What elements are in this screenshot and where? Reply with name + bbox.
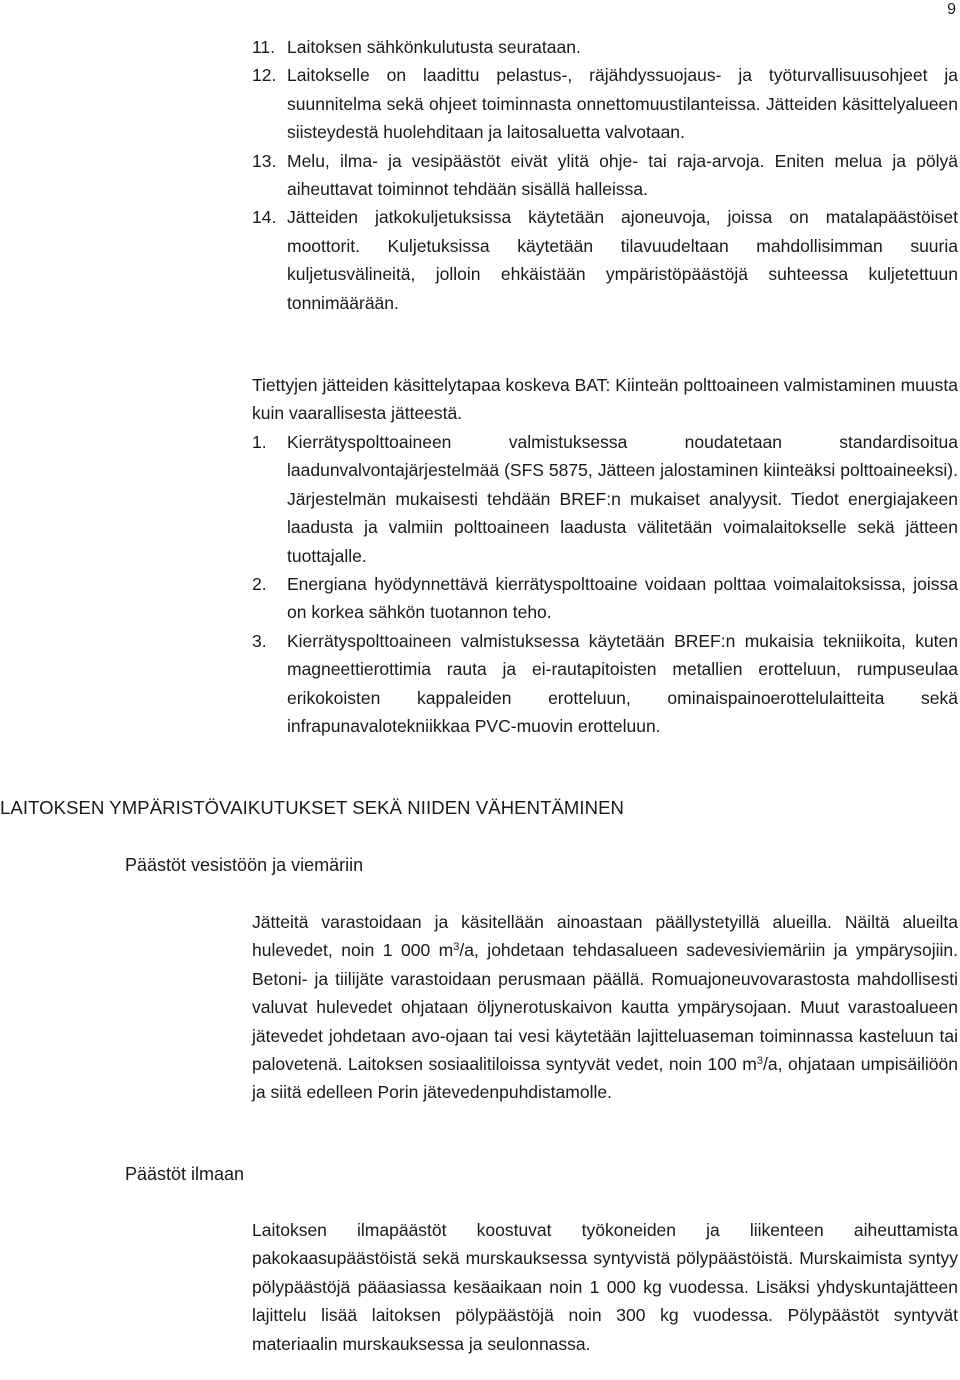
item-text: Kierrätyspolttoaineen valmistuksessa käytetään BREF:n mukaisia tekniikoita, kuten magneettierottimia rauta ja ei-rautapitoisten metallien erotteluun, rumpuseulaa erikokoisten kappaleiden erotteluun, ominaispainoerottelulaitteita sekä infrapunavalotekniikkaa PVC-muovin erotteluun. xyxy=(287,630,958,737)
item-number: 2. xyxy=(252,574,267,595)
item-number: 11. xyxy=(252,37,276,57)
item-number: 3. xyxy=(252,630,267,651)
measures-list xyxy=(252,33,958,317)
list-item xyxy=(252,570,958,627)
list-item xyxy=(252,627,958,741)
item-text: Kierrätyspolttoaineen valmistuksessa noudatetaan standardisoitua laadunvalvontajärjestelmää (SFS 5875, Jätteen jalostaminen kiinteäksi polttoaineeksi). Järjestelmän mukaisesti tehdään BREF:n mukaiset analyysit. Tiedot energiajakeen laadusta ja valmiin polttoaineen laadusta välitetään voimalaitokselle sekä jätteen tuottajalle. xyxy=(287,432,958,566)
paragraph-text: /a, ohjataan umpisäiliöön ja siitä edelleen Porin jätevedenpuhdistamolle. xyxy=(252,1054,959,1103)
item-text: Laitokselle on laadittu pelastus-, räjähdyssuojaus- ja työturvallisuusohjeet ja suunnitelma sekä ohjeet toiminnasta onnettomuustilanteissa. Jätteiden käsittelyalueen siisteydestä huolehditaan ja laitosaluetta valvotaan. xyxy=(287,65,958,143)
air-emissions-heading: Päästöt ilmaan xyxy=(125,1164,245,1184)
item-number: 12. xyxy=(252,65,277,86)
air-emissions-paragraph: Laitoksen ilmapäästöt koostuvat työkoneiden ja liikenteen aiheuttamista pakokaasupäästöistä sekä murskauksessa syntyvistä pölypäästöistä. Murskaimista syntyy pölypäästöjä pääasiassa kesäaikaan noin 1 000 kg vuodessa. Lisäksi yhdyskuntajätteen lajittelu lisää laitoksen pölypäästöjä noin 300 kg vuodessa. Pölypäästöt syntyvät materiaalin murskauksessa ja seulonnassa. xyxy=(252,1220,958,1354)
paragraph-text: /a, johdetaan tehdasalueen sadevesiviemäriin ja ympärysojiin. Betoni- ja tiilijäte varastoidaan perusmaan päällä. Romuajoneuvovarastosta mahdollisesti valuvat hulevedet ohjataan öljynerotuskaivon kautta ympärysojaan. Muut varastoalueen jätevedet johdetaan avo-ojaan tai vesi käytetään lajitteluaseman toiminnassa kasteluun tai palovetenä. Laitoksen sosiaalitiloissa syntyvät vedet, noin 100 m xyxy=(252,940,958,1075)
item-number: 14. xyxy=(252,207,277,228)
list-item xyxy=(252,33,958,61)
bat-intro-paragraph: Tiettyjen jätteiden käsittelytapaa koskeva BAT: Kiinteän polttoaineen valmistaminen muusta kuin vaarallisesta jätteestä. xyxy=(252,375,958,424)
water-emissions-heading: Päästöt vesistöön ja viemäriin xyxy=(125,855,364,875)
superscript: 3 xyxy=(453,941,460,954)
section-heading: LAITOKSEN YMPÄRISTÖVAIKUTUKSET SEKÄ NIIDEN VÄHENTÄMINEN xyxy=(0,797,625,818)
item-number: 1. xyxy=(252,432,267,452)
paragraph-text: Jätteitä varastoidaan ja käsitellään ainoastaan päällystetyillä alueilla. Näiltä alueilta hulevedet, noin 1 000 m xyxy=(252,912,958,961)
item-text: Melu, ilma- ja vesipäästöt eivät ylitä ohje- tai raja-arvoja. Eniten melua ja pölyä aiheuttavat toiminnot tehdään sisällä halleissa. xyxy=(287,150,958,200)
list-item xyxy=(252,428,958,570)
item-text: Jätteiden jatkokuljetuksissa käytetään ajoneuvoja, joissa on matalapäästöiset moottorit. Kuljetuksissa käytetään tilavuudeltaan mahdollisimman suuria kuljetusvälineitä, jolloin ehkäistään ympäristöpäästöjä suhteessa kuljetettuun tonnimäärään. xyxy=(287,207,958,313)
bat-list xyxy=(252,428,958,740)
item-text: Energiana hyödynnettävä kierrätyspolttoaine voidaan polttaa voimalaitoksissa, joissa on korkea sähkön tuotannon teho. xyxy=(287,574,958,623)
item-number: 13. xyxy=(252,150,277,171)
superscript: 3 xyxy=(756,1055,764,1068)
water-emissions-paragraph xyxy=(252,908,958,1107)
list-item xyxy=(252,147,958,204)
list-item xyxy=(252,203,958,317)
page-number: 9 xyxy=(947,1,956,18)
list-item xyxy=(252,61,958,146)
item-text: Laitoksen sähkönkulutusta seurataan. xyxy=(287,37,581,57)
